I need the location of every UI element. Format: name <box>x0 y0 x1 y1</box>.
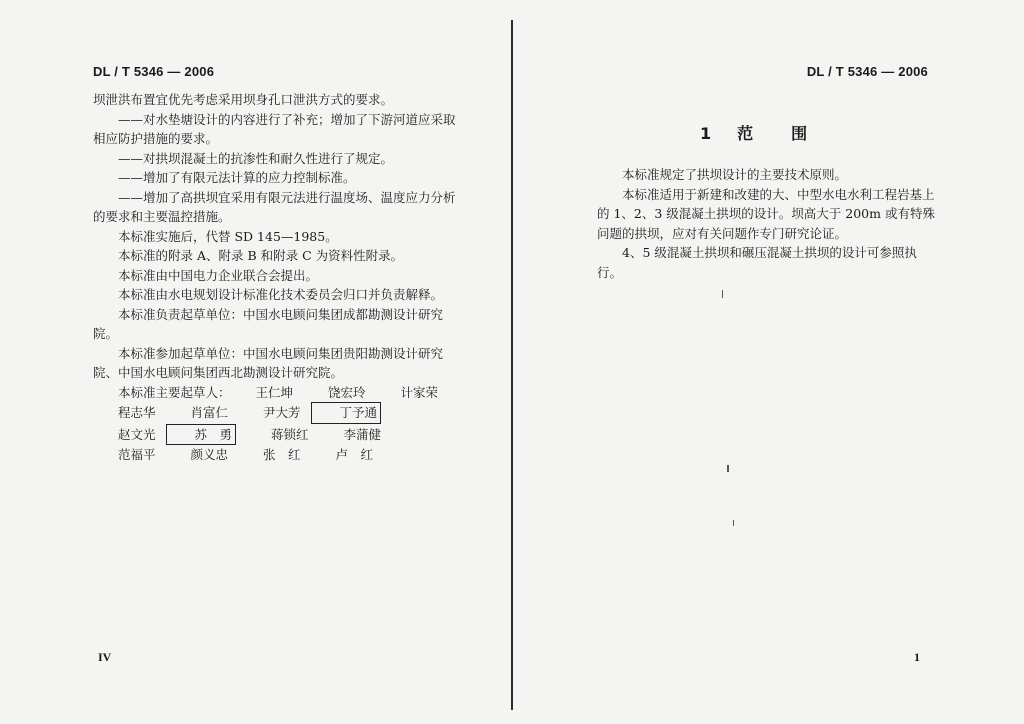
text-line: 本标准的附录 A、附录 B 和附录 C 为资料性附录。 <box>118 248 404 263</box>
text-paragraph: 本标准规定了拱坝设计的主要技术原则。 <box>622 167 848 182</box>
text-line: ——对水垫塘设计的内容进行了补充；增加了下游河道应采取相应防护措施的要求。 <box>93 111 456 146</box>
text-line: ——对拱坝混凝土的抗渗性和耐久性进行了规定。 <box>118 150 394 166</box>
drafter-name: 肖富仁 <box>190 405 229 420</box>
drafter-name-boxed: 丁予通 <box>311 402 382 424</box>
text-line: 本标准负责起草单位：中国水电顾问集团成都勘测设计研究院。 <box>93 306 444 341</box>
scan-speck <box>722 290 723 298</box>
scan-speck <box>727 465 729 472</box>
text-line: 本标准由中国电力企业联合会提出。 <box>118 267 319 283</box>
drafter-name: 计家荣 <box>400 384 439 400</box>
right-page-number: 1 <box>914 650 920 664</box>
drafters-paragraph <box>93 383 463 465</box>
drafter-name: 卢 红 <box>335 447 374 462</box>
text-line: 本标准由水电规划设计标准化技术委员会归口并负责解释。 <box>118 287 444 302</box>
text-line: ——增加了有限元法计算的应力控制标准。 <box>118 170 356 185</box>
left-header: DL / T 5346 — 2006 <box>93 64 215 79</box>
section-title <box>700 121 833 144</box>
left-page-number: IV <box>98 650 112 664</box>
drafter-name: 李蒲健 <box>343 426 382 442</box>
text-paragraph: 4、5 级混凝土拱坝和碾压混凝土拱坝的设计可参照执行。 <box>597 245 917 280</box>
drafter-name: 饶宏玲 <box>328 384 366 400</box>
drafter-name: 张 红 <box>263 447 301 462</box>
drafter-name: 程志华 <box>118 405 156 420</box>
drafter-name: 范福平 <box>118 447 156 462</box>
drafter-name: 蒋锁红 <box>271 426 309 442</box>
right-header: DL / T 5346 — 2006 <box>806 64 928 79</box>
right-body <box>597 165 937 282</box>
drafter-name: 王仁坤 <box>255 384 294 400</box>
text-line: 本标准实施后，代替 SD 145—1985。 <box>118 228 338 244</box>
scan-speck <box>733 520 734 526</box>
drafter-name: 赵文光 <box>118 426 156 442</box>
drafters-label: 本标准主要起草人： <box>118 384 231 400</box>
right-page <box>514 0 1024 724</box>
text-line: 本标准参加起草单位：中国水电顾问集团贵阳勘测设计研究院、中国水电顾问集团西北勘测设计研究院。 <box>93 345 444 380</box>
drafter-name-boxed: 苏 勇 <box>166 424 237 446</box>
left-body <box>93 90 463 465</box>
text-line: ——增加了高拱坝宜采用有限元法进行温度场、温度应力分析的要求和主要温控措施。 <box>93 189 456 224</box>
drafter-name: 颜义忠 <box>190 447 229 462</box>
section-number: 1 <box>700 124 714 143</box>
drafter-name: 尹大芳 <box>263 405 301 420</box>
text-line: 坝泄洪布置宜优先考虑采用坝身孔口泄洪方式的要求。 <box>93 92 394 107</box>
text-paragraph: 本标准适用于新建和改建的大、中型水电水利工程岩基上的 1、2、3 级混凝土拱坝的设计。坝高大于 200m 或有特殊问题的拱坝，应对有关问题作专门研究论证。 <box>597 186 935 241</box>
section-heading: 范 围 <box>737 124 810 143</box>
